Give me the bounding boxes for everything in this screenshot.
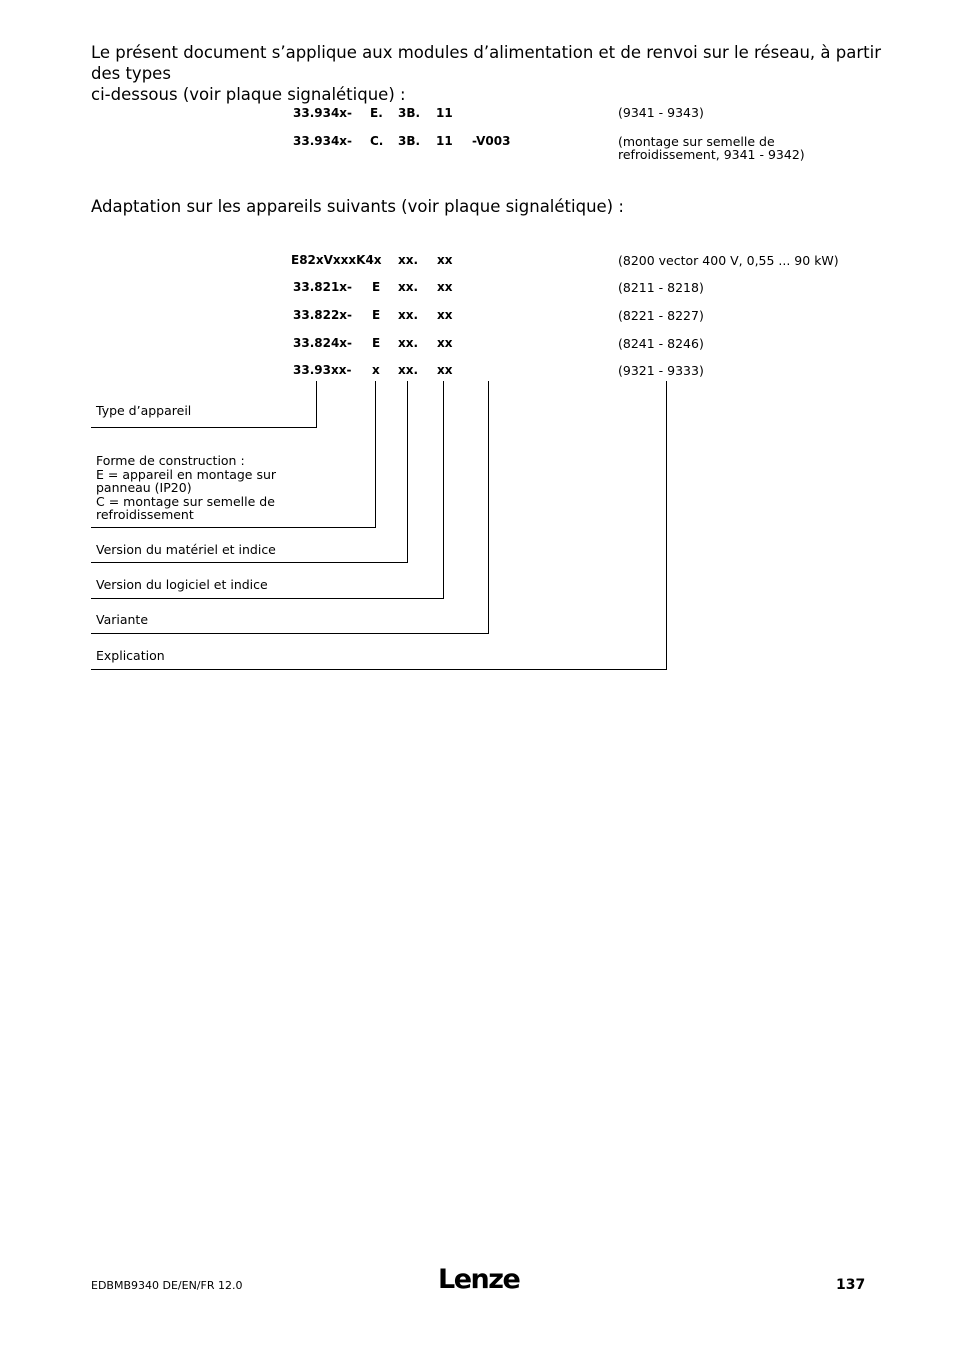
device-row-5-code: 33.93xx-	[293, 363, 352, 377]
type-row-1-desc: (9341 - 9343)	[618, 105, 704, 120]
connector-type-horizontal	[91, 427, 317, 428]
connector-variante-vertical	[488, 381, 489, 633]
device-row-1-hardware: xx.	[398, 253, 419, 267]
connector-type-vertical	[316, 381, 317, 427]
legend-forme-line-5: refroidissement	[96, 507, 194, 522]
device-row-3-code: 33.822x-	[293, 308, 353, 322]
legend-variante: Variante	[96, 612, 149, 627]
type-row-2-software: 11	[436, 134, 453, 148]
device-row-2-code: 33.821x-	[293, 280, 353, 294]
connector-logiciel-horizontal	[91, 598, 444, 599]
device-row-5-desc: (9321 - 9333)	[618, 363, 704, 378]
device-row-5-hardware: xx.	[398, 363, 419, 377]
device-row-5-construction: x	[372, 363, 380, 377]
legend-forme-line-3: panneau (IP20)	[96, 480, 192, 495]
device-row-2-desc: (8211 - 8218)	[618, 280, 704, 295]
footer-doc-id: EDBMB9340 DE/EN/FR 12.0	[91, 1279, 243, 1292]
legend-materiel: Version du matériel et indice	[96, 542, 276, 557]
device-row-2-hardware: xx.	[398, 280, 419, 294]
type-row-2-desc-line-2: refroidissement, 9341 - 9342)	[618, 147, 805, 162]
connector-materiel-horizontal	[91, 562, 408, 563]
legend-forme	[96, 454, 276, 522]
legend-forme-line-2: E = appareil en montage sur	[96, 466, 277, 482]
device-row-5-software: xx	[437, 363, 453, 377]
connector-forme-vertical	[375, 381, 376, 527]
legend-type: Type d’appareil	[96, 403, 192, 418]
connector-variante-horizontal	[91, 633, 489, 634]
intro-line-1: Le présent document s’applique aux modules d’alimentation et de renvoi sur le réseau, à partir des types	[91, 43, 881, 83]
connector-logiciel-vertical	[443, 381, 444, 598]
type-row-1-code: 33.934x-	[293, 106, 353, 120]
legend-explication: Explication	[96, 648, 165, 663]
type-row-2-construction: C.	[370, 134, 384, 148]
connector-explication-horizontal	[91, 669, 667, 670]
connector-explication-vertical	[666, 381, 667, 669]
device-row-4-construction: E	[372, 336, 381, 350]
connector-forme-horizontal	[91, 527, 376, 528]
type-row-2-desc-line-1: (montage sur semelle de	[618, 134, 775, 149]
connector-materiel-vertical	[407, 381, 408, 562]
device-row-1-software: xx	[437, 253, 453, 267]
type-row-1-hardware: 3B.	[398, 106, 421, 120]
lenze-logo: Lenze	[438, 1264, 520, 1295]
page-number: 137	[836, 1277, 866, 1293]
adaptation-heading: Adaptation sur les appareils suivants (voir plaque signalétique) :	[91, 197, 624, 216]
type-row-2-desc	[618, 135, 805, 161]
legend-forme-line-1: Forme de construction :	[96, 453, 245, 468]
type-row-2-hardware: 3B.	[398, 134, 421, 148]
device-row-3-construction: E	[372, 308, 381, 322]
legend-forme-line-4: C = montage sur semelle de	[96, 493, 275, 509]
device-row-4-hardware: xx.	[398, 336, 419, 350]
legend-logiciel: Version du logiciel et indice	[96, 577, 268, 592]
device-row-4-software: xx	[437, 336, 453, 350]
type-row-2-variant: -V003	[472, 134, 511, 148]
device-row-2-software: xx	[437, 280, 453, 294]
device-row-3-hardware: xx.	[398, 308, 419, 322]
intro-line-2: ci-dessous (voir plaque signalétique) :	[91, 85, 406, 104]
device-row-2-construction: E	[372, 280, 381, 294]
type-row-1-construction: E.	[370, 106, 383, 120]
device-row-4-code: 33.824x-	[293, 336, 353, 350]
device-row-3-software: xx	[437, 308, 453, 322]
device-row-1-code: E82xVxxxK4x	[291, 253, 382, 267]
device-row-3-desc: (8221 - 8227)	[618, 308, 704, 323]
intro-paragraph	[91, 42, 881, 105]
type-row-2-code: 33.934x-	[293, 134, 353, 148]
device-row-1-desc: (8200 vector 400 V, 0,55 ... 90 kW)	[618, 253, 839, 268]
type-row-1-software: 11	[436, 106, 453, 120]
device-row-4-desc: (8241 - 8246)	[618, 336, 704, 351]
